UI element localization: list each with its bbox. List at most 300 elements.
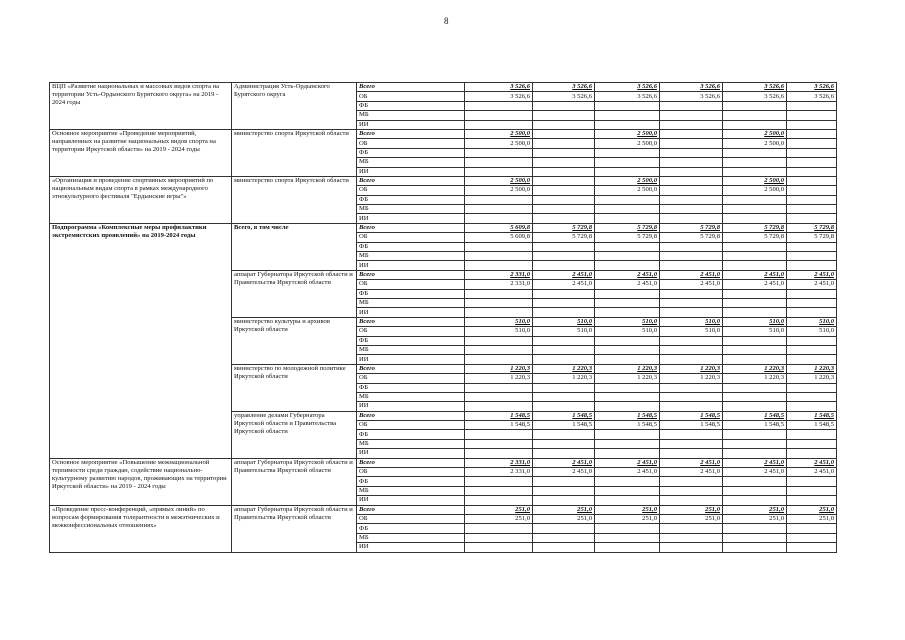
amount-cell bbox=[723, 505, 787, 514]
amount-cell bbox=[533, 280, 595, 289]
amount-cell bbox=[660, 92, 723, 101]
amount-cell bbox=[595, 345, 660, 354]
amount-cell bbox=[660, 336, 723, 345]
budget-table bbox=[49, 82, 837, 553]
amount-value: 2 500,0 bbox=[764, 177, 784, 185]
amount-cell bbox=[787, 242, 837, 251]
amount-cell bbox=[660, 298, 723, 307]
amount-cell bbox=[723, 214, 787, 223]
amount-cell bbox=[787, 176, 837, 185]
amount-value: 3 526,6 bbox=[764, 83, 784, 91]
funding-source: ОБ bbox=[357, 514, 465, 523]
measure-description: Основное мероприятие «Повышение межнациональной терпимости среди граждан, содействие национально-культурному развитию народов, проживающих на территории Иркутской области» на 2019 - 2024 годы bbox=[50, 458, 232, 505]
amount-cell bbox=[595, 327, 660, 336]
amount-cell bbox=[723, 120, 787, 129]
amount-cell bbox=[787, 402, 837, 411]
amount-value: 1 220,3 bbox=[572, 364, 592, 372]
amount-cell bbox=[595, 298, 660, 307]
amount-value: 251,0 bbox=[705, 515, 720, 523]
amount-cell bbox=[595, 421, 660, 430]
amount-cell bbox=[465, 280, 533, 289]
amount-cell bbox=[787, 308, 837, 317]
amount-cell bbox=[787, 83, 837, 92]
amount-cell bbox=[533, 83, 595, 92]
funding-source: ИИ bbox=[357, 261, 465, 270]
amount-cell bbox=[533, 242, 595, 251]
amount-value: 510,0 bbox=[515, 327, 530, 335]
amount-value: 1 548,5 bbox=[764, 421, 784, 429]
amount-value: 5 729,8 bbox=[572, 233, 592, 241]
responsible-executor: министерство спорта Иркутской области bbox=[232, 129, 357, 176]
amount-cell bbox=[787, 486, 837, 495]
funding-source: МБ bbox=[357, 345, 465, 354]
amount-value: 3 526,6 bbox=[700, 83, 720, 91]
amount-cell bbox=[465, 167, 533, 176]
funding-source: ИИ bbox=[357, 449, 465, 458]
amount-cell bbox=[533, 223, 595, 232]
amount-cell bbox=[723, 223, 787, 232]
amount-cell bbox=[660, 261, 723, 270]
amount-cell bbox=[595, 505, 660, 514]
amount-cell bbox=[465, 289, 533, 298]
funding-source: ОБ bbox=[357, 374, 465, 383]
amount-cell bbox=[787, 430, 837, 439]
funding-source: ИИ bbox=[357, 543, 465, 552]
responsible-executor: аппарат Губернатора Иркутской области и Правительства Иркутской области bbox=[232, 458, 357, 505]
amount-cell bbox=[787, 111, 837, 120]
funding-source: ИИ bbox=[357, 120, 465, 129]
responsible-executor: управление делами Губернатора Иркутской области и Правительства Иркутской области bbox=[232, 411, 357, 458]
amount-cell bbox=[533, 468, 595, 477]
amount-cell bbox=[787, 458, 837, 467]
amount-cell bbox=[660, 364, 723, 373]
amount-cell bbox=[787, 374, 837, 383]
funding-source: МБ bbox=[357, 439, 465, 448]
amount-cell bbox=[723, 336, 787, 345]
amount-cell bbox=[660, 468, 723, 477]
amount-cell bbox=[595, 148, 660, 157]
amount-cell bbox=[533, 383, 595, 392]
amount-cell bbox=[595, 111, 660, 120]
amount-cell bbox=[533, 186, 595, 195]
amount-cell bbox=[787, 129, 837, 138]
funding-source: ОБ bbox=[357, 139, 465, 148]
amount-cell bbox=[787, 327, 837, 336]
amount-cell bbox=[533, 345, 595, 354]
amount-cell bbox=[533, 543, 595, 552]
amount-cell bbox=[595, 543, 660, 552]
amount-cell bbox=[595, 364, 660, 373]
amount-value: 3 526,6 bbox=[814, 92, 834, 100]
funding-source: ИИ bbox=[357, 355, 465, 364]
amount-cell bbox=[465, 176, 533, 185]
amount-cell bbox=[533, 129, 595, 138]
amount-cell bbox=[465, 158, 533, 167]
amount-value: 1 548,5 bbox=[637, 411, 657, 419]
amount-cell bbox=[533, 308, 595, 317]
amount-cell bbox=[787, 261, 837, 270]
amount-cell bbox=[660, 167, 723, 176]
amount-value: 5 729,8 bbox=[814, 224, 834, 232]
amount-cell bbox=[723, 308, 787, 317]
amount-cell bbox=[787, 223, 837, 232]
amount-cell bbox=[723, 139, 787, 148]
amount-cell bbox=[787, 449, 837, 458]
amount-cell bbox=[787, 336, 837, 345]
amount-cell bbox=[660, 195, 723, 204]
amount-cell bbox=[533, 270, 595, 279]
amount-cell bbox=[787, 158, 837, 167]
amount-value: 1 220,3 bbox=[700, 364, 720, 372]
amount-cell bbox=[723, 233, 787, 242]
amount-value: 2 451,0 bbox=[572, 468, 592, 476]
responsible-executor: министерство по молодежной политике Иркутской области bbox=[232, 364, 357, 411]
amount-value: 251,0 bbox=[515, 515, 530, 523]
amount-value: 5 609,8 bbox=[510, 224, 530, 232]
amount-cell bbox=[465, 214, 533, 223]
amount-value: 5 729,8 bbox=[700, 224, 720, 232]
amount-cell bbox=[465, 421, 533, 430]
amount-value: 1 548,5 bbox=[814, 411, 834, 419]
amount-cell bbox=[660, 458, 723, 467]
amount-cell bbox=[723, 289, 787, 298]
funding-source: Всего bbox=[357, 223, 465, 232]
amount-cell bbox=[723, 477, 787, 486]
amount-cell bbox=[595, 252, 660, 261]
amount-cell bbox=[595, 392, 660, 401]
amount-cell bbox=[465, 392, 533, 401]
amount-cell bbox=[533, 261, 595, 270]
amount-value: 3 526,6 bbox=[764, 92, 784, 100]
amount-cell bbox=[465, 308, 533, 317]
amount-cell bbox=[660, 280, 723, 289]
amount-cell bbox=[660, 252, 723, 261]
amount-cell bbox=[533, 458, 595, 467]
amount-cell bbox=[660, 270, 723, 279]
amount-cell bbox=[723, 402, 787, 411]
amount-cell bbox=[533, 317, 595, 326]
funding-source: МБ bbox=[357, 205, 465, 214]
amount-cell bbox=[660, 129, 723, 138]
amount-cell bbox=[723, 345, 787, 354]
amount-cell bbox=[533, 486, 595, 495]
funding-source: ФБ bbox=[357, 383, 465, 392]
funding-source: Всего bbox=[357, 317, 465, 326]
amount-cell bbox=[533, 111, 595, 120]
amount-value: 1 548,5 bbox=[700, 411, 720, 419]
amount-cell bbox=[595, 477, 660, 486]
amount-cell bbox=[787, 411, 837, 420]
amount-cell bbox=[723, 355, 787, 364]
amount-cell bbox=[595, 120, 660, 129]
amount-value: 1 548,5 bbox=[637, 421, 657, 429]
amount-cell bbox=[787, 533, 837, 542]
amount-cell bbox=[723, 327, 787, 336]
amount-cell bbox=[787, 195, 837, 204]
amount-cell bbox=[533, 505, 595, 514]
amount-cell bbox=[660, 158, 723, 167]
amount-cell bbox=[787, 120, 837, 129]
amount-cell bbox=[533, 402, 595, 411]
responsible-executor: аппарат Губернатора Иркутской области и Правительства Иркутской области bbox=[232, 270, 357, 317]
amount-cell bbox=[465, 223, 533, 232]
amount-cell bbox=[595, 411, 660, 420]
amount-cell bbox=[465, 430, 533, 439]
amount-cell bbox=[660, 186, 723, 195]
amount-value: 5 729,8 bbox=[637, 233, 657, 241]
amount-cell bbox=[465, 139, 533, 148]
funding-source: МБ bbox=[357, 158, 465, 167]
amount-cell bbox=[787, 280, 837, 289]
amount-cell bbox=[787, 205, 837, 214]
table-row bbox=[50, 83, 837, 92]
amount-cell bbox=[533, 421, 595, 430]
amount-cell bbox=[595, 458, 660, 467]
amount-value: 2 500,0 bbox=[510, 130, 530, 138]
amount-cell bbox=[533, 374, 595, 383]
amount-cell bbox=[533, 392, 595, 401]
amount-cell bbox=[723, 101, 787, 110]
funding-source: ОБ bbox=[357, 186, 465, 195]
amount-value: 1 548,5 bbox=[572, 411, 592, 419]
amount-value: 2 331,0 bbox=[510, 280, 530, 288]
amount-cell bbox=[660, 233, 723, 242]
amount-cell bbox=[787, 468, 837, 477]
amount-cell bbox=[787, 289, 837, 298]
amount-cell bbox=[723, 458, 787, 467]
amount-cell bbox=[533, 205, 595, 214]
amount-cell bbox=[595, 176, 660, 185]
amount-cell bbox=[660, 496, 723, 505]
amount-cell bbox=[465, 120, 533, 129]
amount-value: 2 331,0 bbox=[510, 271, 530, 278]
amount-cell bbox=[533, 298, 595, 307]
amount-cell bbox=[595, 308, 660, 317]
amount-value: 1 220,3 bbox=[814, 374, 834, 382]
amount-value: 510,0 bbox=[819, 317, 834, 325]
funding-source: Всего bbox=[357, 176, 465, 185]
table-row bbox=[50, 223, 837, 232]
amount-cell bbox=[595, 533, 660, 542]
amount-cell bbox=[787, 364, 837, 373]
amount-value: 2 451,0 bbox=[637, 271, 657, 278]
amount-value: 1 220,3 bbox=[572, 374, 592, 382]
amount-cell bbox=[660, 514, 723, 523]
amount-cell bbox=[787, 233, 837, 242]
amount-value: 3 526,6 bbox=[510, 83, 530, 91]
amount-cell bbox=[533, 439, 595, 448]
amount-cell bbox=[660, 223, 723, 232]
measure-description: ВЦП «Развитие национальных и массовых видов спорта на территории Усть-Ордынского Бурятского округа» на 2019 - 2024 годы bbox=[50, 83, 232, 130]
amount-cell bbox=[723, 533, 787, 542]
amount-cell bbox=[723, 242, 787, 251]
amount-value: 510,0 bbox=[769, 327, 784, 335]
funding-source: ОБ bbox=[357, 421, 465, 430]
amount-cell bbox=[595, 289, 660, 298]
amount-cell bbox=[660, 120, 723, 129]
amount-cell bbox=[723, 176, 787, 185]
amount-value: 251,0 bbox=[515, 505, 530, 513]
amount-cell bbox=[787, 496, 837, 505]
amount-value: 251,0 bbox=[642, 515, 657, 523]
funding-source: Всего bbox=[357, 411, 465, 420]
amount-cell bbox=[723, 298, 787, 307]
amount-cell bbox=[595, 83, 660, 92]
amount-cell bbox=[723, 280, 787, 289]
amount-cell bbox=[533, 233, 595, 242]
amount-cell bbox=[533, 364, 595, 373]
funding-source: ИИ bbox=[357, 308, 465, 317]
amount-cell bbox=[465, 374, 533, 383]
amount-cell bbox=[660, 139, 723, 148]
funding-source: ФБ bbox=[357, 195, 465, 204]
amount-value: 2 451,0 bbox=[637, 280, 657, 288]
amount-cell bbox=[595, 214, 660, 223]
amount-value: 2 500,0 bbox=[637, 177, 657, 185]
amount-value: 251,0 bbox=[577, 515, 592, 523]
amount-cell bbox=[660, 214, 723, 223]
funding-source: ОБ bbox=[357, 233, 465, 242]
amount-cell bbox=[465, 327, 533, 336]
funding-source: МБ bbox=[357, 252, 465, 261]
funding-source: ФБ bbox=[357, 524, 465, 533]
amount-cell bbox=[595, 223, 660, 232]
measure-description: Подпрограмма «Комплексные меры профилактики экстремистских проявлений» на 2019-2024 годы bbox=[50, 223, 232, 458]
amount-cell bbox=[787, 186, 837, 195]
amount-cell bbox=[723, 392, 787, 401]
amount-value: 2 500,0 bbox=[637, 139, 657, 147]
amount-value: 251,0 bbox=[819, 505, 834, 513]
amount-cell bbox=[465, 439, 533, 448]
amount-cell bbox=[660, 148, 723, 157]
amount-cell bbox=[660, 533, 723, 542]
amount-cell bbox=[660, 242, 723, 251]
amount-cell bbox=[533, 289, 595, 298]
amount-cell bbox=[533, 176, 595, 185]
amount-value: 251,0 bbox=[642, 505, 657, 513]
amount-cell bbox=[723, 486, 787, 495]
amount-cell bbox=[787, 355, 837, 364]
amount-cell bbox=[465, 411, 533, 420]
amount-cell bbox=[465, 101, 533, 110]
amount-cell bbox=[660, 355, 723, 364]
amount-cell bbox=[465, 458, 533, 467]
amount-cell bbox=[595, 374, 660, 383]
amount-value: 3 526,6 bbox=[510, 92, 530, 100]
amount-cell bbox=[465, 486, 533, 495]
amount-value: 510,0 bbox=[769, 317, 784, 325]
amount-cell bbox=[595, 195, 660, 204]
amount-cell bbox=[465, 205, 533, 214]
amount-value: 251,0 bbox=[705, 505, 720, 513]
amount-cell bbox=[595, 167, 660, 176]
amount-cell bbox=[660, 374, 723, 383]
page-number: 8 bbox=[444, 16, 449, 26]
amount-cell bbox=[660, 439, 723, 448]
amount-cell bbox=[723, 252, 787, 261]
amount-value: 510,0 bbox=[577, 317, 592, 325]
funding-source: Всего bbox=[357, 364, 465, 373]
amount-value: 2 451,0 bbox=[764, 280, 784, 288]
amount-value: 1 548,5 bbox=[572, 421, 592, 429]
amount-cell bbox=[723, 364, 787, 373]
amount-cell bbox=[465, 129, 533, 138]
amount-cell bbox=[660, 505, 723, 514]
amount-cell bbox=[787, 298, 837, 307]
funding-source: Всего bbox=[357, 83, 465, 92]
amount-cell bbox=[723, 167, 787, 176]
responsible-executor: аппарат Губернатора Иркутской области и Правительства Иркутской области bbox=[232, 505, 357, 552]
amount-cell bbox=[660, 524, 723, 533]
amount-cell bbox=[465, 261, 533, 270]
amount-cell bbox=[465, 364, 533, 373]
amount-cell bbox=[660, 111, 723, 120]
amount-cell bbox=[533, 92, 595, 101]
amount-cell bbox=[723, 186, 787, 195]
amount-cell bbox=[723, 449, 787, 458]
responsible-executor: министерство спорта Иркутской области bbox=[232, 176, 357, 223]
amount-value: 2 451,0 bbox=[637, 458, 657, 466]
amount-cell bbox=[465, 355, 533, 364]
amount-value: 1 220,3 bbox=[764, 374, 784, 382]
amount-value: 5 729,8 bbox=[764, 224, 784, 232]
funding-source: Всего bbox=[357, 458, 465, 467]
amount-cell bbox=[787, 270, 837, 279]
amount-cell bbox=[595, 468, 660, 477]
amount-cell bbox=[465, 336, 533, 345]
amount-cell bbox=[533, 120, 595, 129]
amount-value: 1 548,5 bbox=[764, 411, 784, 419]
amount-cell bbox=[723, 205, 787, 214]
amount-cell bbox=[660, 421, 723, 430]
funding-source: ОБ bbox=[357, 327, 465, 336]
amount-cell bbox=[723, 317, 787, 326]
amount-value: 3 526,6 bbox=[572, 83, 592, 91]
amount-cell bbox=[787, 101, 837, 110]
amount-cell bbox=[660, 83, 723, 92]
amount-cell bbox=[660, 327, 723, 336]
amount-cell bbox=[465, 383, 533, 392]
amount-cell bbox=[595, 205, 660, 214]
amount-value: 5 729,8 bbox=[814, 233, 834, 241]
amount-cell bbox=[533, 411, 595, 420]
amount-cell bbox=[723, 270, 787, 279]
amount-value: 1 220,3 bbox=[637, 364, 657, 372]
amount-cell bbox=[787, 543, 837, 552]
amount-value: 1 220,3 bbox=[510, 374, 530, 382]
amount-value: 2 331,0 bbox=[510, 458, 530, 466]
funding-source: МБ bbox=[357, 392, 465, 401]
amount-cell bbox=[465, 270, 533, 279]
amount-cell bbox=[533, 167, 595, 176]
amount-cell bbox=[595, 524, 660, 533]
amount-cell bbox=[465, 524, 533, 533]
amount-cell bbox=[660, 176, 723, 185]
amount-value: 3 526,6 bbox=[814, 83, 834, 91]
amount-cell bbox=[595, 449, 660, 458]
amount-cell bbox=[595, 233, 660, 242]
amount-cell bbox=[787, 383, 837, 392]
funding-source: МБ bbox=[357, 111, 465, 120]
amount-cell bbox=[595, 101, 660, 110]
amount-cell bbox=[533, 514, 595, 523]
amount-value: 2 451,0 bbox=[764, 271, 784, 278]
responsible-executor: Администрация Усть-Ордынского Бурятского округа bbox=[232, 83, 357, 130]
amount-value: 2 500,0 bbox=[764, 186, 784, 194]
amount-value: 2 500,0 bbox=[637, 130, 657, 138]
amount-cell bbox=[465, 111, 533, 120]
amount-cell bbox=[533, 195, 595, 204]
